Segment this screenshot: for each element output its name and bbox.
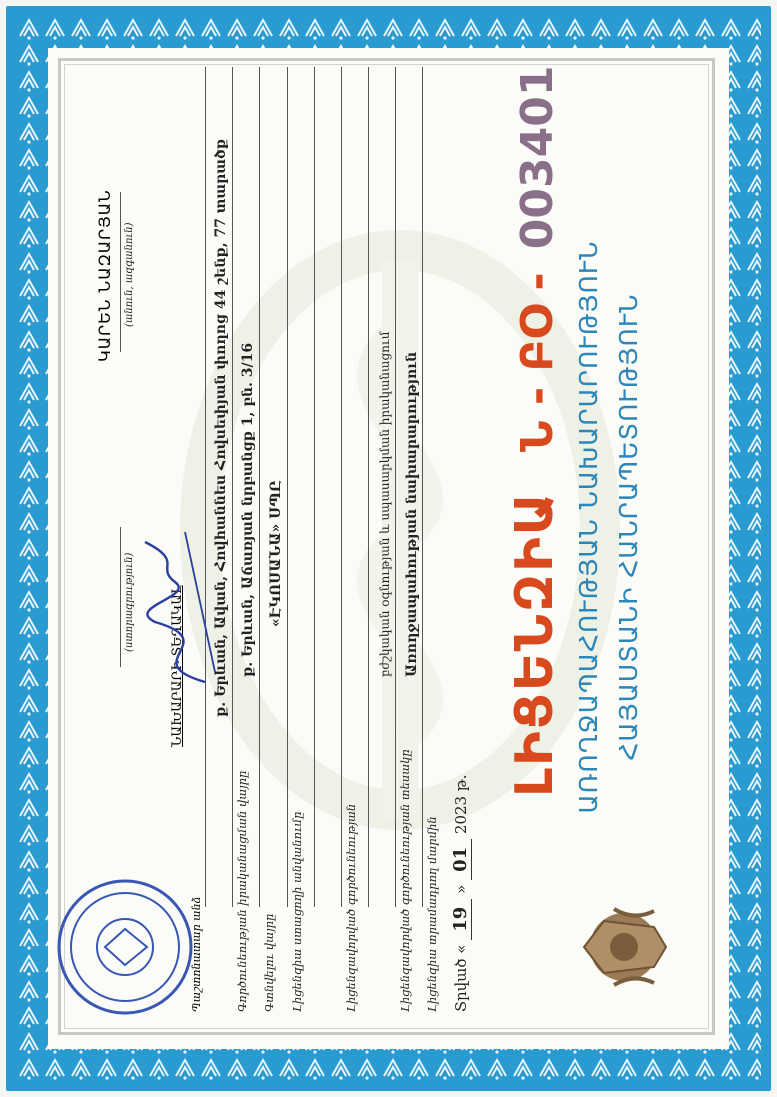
name-line xyxy=(120,192,121,352)
row-value-address: ք. Երևան, Աճառյան նրբանցք 1, բն. 3/16 xyxy=(240,342,256,677)
row-line xyxy=(341,67,342,907)
row-value-licensee: «ԷԿՈՍԱՆԱ» ՍՊԸ xyxy=(268,480,284,627)
row-line xyxy=(314,67,315,907)
issue-date xyxy=(450,775,471,1013)
document-title: ԼԻՑԵՆԶԻԱ xyxy=(505,490,565,797)
row-line xyxy=(395,67,396,907)
coat-of-arms-icon xyxy=(574,901,674,993)
signatory-title: ՆԱԽԱՐԱՐԻ ՏԵՂԱԿԱԼ xyxy=(170,585,185,747)
row-line xyxy=(422,67,423,907)
row-value-activity-place: ք. Երևան, Ավան, Հովհաննես Հովսեփյան փողոց 44 շենք, 77 տարածք xyxy=(213,138,229,717)
signatory-name: ԿԱՐԵՆ ՆԱԶԱՐՅԱՆ xyxy=(95,189,114,362)
signature-caption: (ստորագրություն) xyxy=(124,552,135,652)
row-value-issuer: Առողջապահության նախարարություն xyxy=(404,351,420,677)
date-separator: » xyxy=(452,884,470,894)
header-ministry: ԱՌՈՂՋԱՊԱՀՈՒԹՅԱՆ ՆԱԽԱՐԱՐՈՒԹՅՈՒՆ xyxy=(574,240,603,814)
date-year: 2023 թ. xyxy=(452,774,470,835)
signatory-label: Պաշտոնատար անձ xyxy=(190,896,203,1012)
signature-line xyxy=(120,527,121,667)
row-label-issuer: Լիցենզիա տրամադրող մարմին xyxy=(425,816,439,1012)
row-line xyxy=(259,67,260,907)
row-label-address: Գտնվելու վայրը xyxy=(262,913,276,1012)
license-number: 003401 xyxy=(512,65,563,250)
row-label-licensee: Լիցենզիա ստացողի անվանումը xyxy=(290,811,304,1012)
header-republic: ՀԱՅԱՍՏԱՆԻ ՀԱՆՐԱՊԵՏՈՒԹՅՈՒՆ xyxy=(614,293,643,761)
official-seal-icon xyxy=(55,877,195,1017)
title-row xyxy=(505,65,565,797)
date-month: 01 xyxy=(450,839,472,880)
license-series: Ն - ԲՕ - xyxy=(512,272,563,452)
row-line xyxy=(232,67,233,907)
name-caption: (անուն, ազգանուն) xyxy=(124,222,135,327)
row-line xyxy=(368,67,369,907)
row-value-activity: բժշկական օգնության և սպասարկման իրականացում xyxy=(378,331,392,677)
row-line xyxy=(287,67,288,907)
row-label-place-activity: Լիցենզավորված գործունեության xyxy=(344,803,358,1012)
row-label-activity-place: Գործունեության իրականացման վայրը xyxy=(235,770,249,1012)
row-label-activity: Լիցենզավորված գործունեության տեսակը xyxy=(398,749,412,1012)
row-line xyxy=(205,67,206,907)
date-day: 19 xyxy=(450,899,472,940)
date-prefix: Տրված « xyxy=(452,944,470,1012)
